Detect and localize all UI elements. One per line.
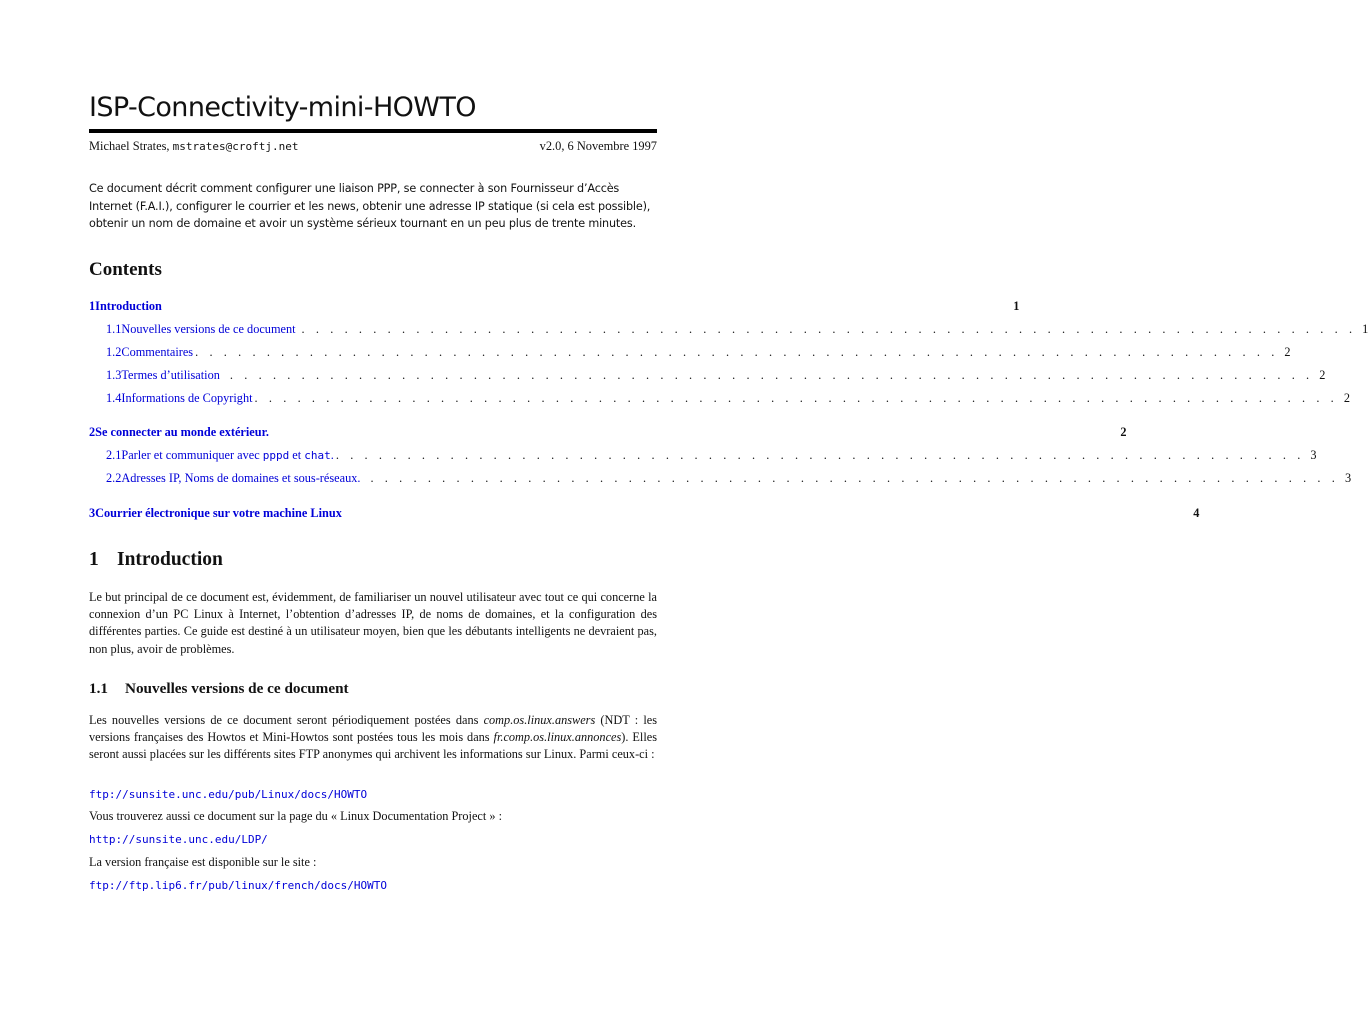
toc-entry-3[interactable] [89, 506, 1200, 523]
introduction-paragraph: Le but principal de ce document est, évidemment, de familiariser un nouvel utilisateur avec tout ce qui concerne la connexion d’un PC Linux à Internet, l’obtention d’adresses IP, de noms de domaines, et la configuration des différentes parties. Ce guide est destiné à un utilisateur moyen, bien que les débutants intelligents ne devraient pas, non plus, avoir de problèmes. [89, 590, 657, 656]
toc-label: Nouvelles versions de ce document [121, 322, 296, 336]
toc-number: 1.1 [106, 322, 122, 336]
newsgroup-name: fr.comp.os.linux.annonces [493, 730, 622, 745]
toc-entry-2-2[interactable] [89, 471, 1352, 488]
section-title: Introduction [117, 549, 223, 570]
toc-leader: . . . . . . . . . . . . . . . . . . . . . . . . . . . . . . . . . . . . . . . . . . . . . . . . . . . . . . . . . . . . . . . . . . . . . . . . . . . . [254, 391, 1338, 405]
toc-label: Adresses IP, Noms de domaines et sous-réseaux. [121, 471, 361, 485]
toc-number: 1.2 [106, 345, 122, 359]
contents-heading: Contents [89, 259, 162, 280]
newsgroup-name: comp.os.linux.answers [483, 713, 596, 727]
toc-page: 2 [1284, 345, 1291, 359]
toc-entry-1-3[interactable] [89, 368, 1326, 385]
toc-number: 1 [89, 299, 96, 313]
toc-page: 2 [1120, 425, 1127, 439]
author-email: mstrates@croftj.net [172, 140, 299, 153]
toc-page: 2 [1343, 391, 1350, 405]
toc-number: 2 [89, 425, 96, 439]
toc-leader: . . . . . . . . . . . . . . . . . . . . . . . . . . . . . . . . . . . . . . . . . . . . . . . . . . . . . . . . . . . . . . . . . . . . [370, 471, 1339, 485]
toc-label-mid: et [289, 448, 305, 462]
toc-label: Courrier électronique sur votre machine Linux [95, 506, 342, 520]
document-title: ISP-Connectivity-mini-HOWTO [89, 92, 476, 123]
toc-page: 1 [1362, 322, 1368, 336]
toc-label: Informations de Copyright [121, 391, 253, 405]
toc-leader: . . . . . . . . . . . . . . . . . . . . . . . . . . . . . . . . . . . . . . . . . . . . . . . . . . . . . . . . . . . . . . . . . . . . [335, 448, 1305, 462]
title-rule [89, 129, 657, 133]
toc-page: 2 [1319, 368, 1326, 382]
ldp-link[interactable]: http://sunsite.unc.edu/LDP/ [89, 833, 268, 846]
toc-label: Introduction [95, 299, 162, 313]
toc-leader: . . . . . . . . . . . . . . . . . . . . . . . . . . . . . . . . . . . . . . . . . . . . . . . . . . . . . . . . . . . . . . . . . . . . . . . . . . . . [229, 368, 1314, 382]
toc-entry-1-2[interactable] [89, 345, 1291, 362]
toc-entry-2-1[interactable] [89, 448, 1317, 465]
subsection-number: 1.1 [89, 680, 108, 697]
abstract: Ce document décrit comment configurer une liaison PPP, se connecter à son Fournisseur d’Accès Internet (F.A.I.), configurer le courrier et les news, obtenir une adresse IP statique (si cela est possible), obtenir un nom de domaine et avoir un système sérieux tournant en un peu plus de trente minutes. [89, 182, 651, 230]
toc-label: Commentaires [121, 345, 194, 359]
paragraph-text: (NDT : les versions françaises des Howtos et Mini-Howtos sont postées tous les mois dans [89, 713, 657, 745]
toc-label-code-pppd: pppd [262, 449, 290, 462]
author-line [89, 139, 298, 154]
toc-number: 2.1 [106, 448, 122, 462]
toc-label-pre: Parler et communiquer avec [121, 448, 263, 462]
subsection-heading-new-versions [89, 680, 349, 698]
author-name: Michael Strates, [89, 139, 173, 153]
section-heading-introduction [89, 549, 223, 571]
toc-page: 3 [1344, 471, 1352, 485]
toc-page: 3 [1310, 448, 1317, 462]
toc-label-code-chat: chat [304, 449, 331, 462]
paragraph-text: Les nouvelles versions de ce document seront périodiquement postées dans [89, 713, 484, 727]
paragraph-text: ). Elles seront aussi placées sur les différents sites FTP anonymes qui archivent les informations sur Linux. Parmi ceux-ci : [89, 730, 657, 762]
ftp-sunsite-link[interactable]: ftp://sunsite.unc.edu/pub/Linux/docs/HOWTO [89, 788, 368, 801]
toc-page: 4 [1193, 506, 1200, 520]
toc-entry-1-4[interactable] [89, 391, 1350, 408]
toc-number: 1.4 [106, 391, 122, 405]
toc-label-post: . [330, 448, 334, 462]
new-versions-paragraph [89, 712, 657, 764]
subsection-title: Nouvelles versions de ce document [125, 680, 349, 697]
toc-entry-1[interactable] [89, 299, 1020, 316]
toc-number: 1.3 [106, 368, 122, 382]
toc-number: 2.2 [106, 471, 122, 485]
toc-page: 1 [1013, 299, 1020, 313]
toc-entry-2[interactable] [89, 425, 1127, 442]
toc-number: 3 [89, 506, 96, 520]
french-version-line: La version française est disponible sur le site : [89, 855, 317, 869]
toc-entry-1-1[interactable] [89, 322, 1368, 339]
toc-label: Termes d’utilisation [121, 368, 220, 382]
toc-leader: . . . . . . . . . . . . . . . . . . . . . . . . . . . . . . . . . . . . . . . . . . . . . . . . . . . . . . . . . . . . . . . . . . . . . . . . . . . . [195, 345, 1279, 359]
section-number: 1 [89, 549, 99, 570]
byline [89, 139, 657, 154]
toc-label [121, 448, 333, 463]
toc-leader: . . . . . . . . . . . . . . . . . . . . . . . . . . . . . . . . . . . . . . . . . . . . . . . . . . . . . . . . . . . . . . . . . . . . . . . . . . [301, 322, 1357, 336]
ldp-intro-line: Vous trouverez aussi ce document sur la page du « Linux Documentation Project » : [89, 809, 502, 823]
toc-label: Se connecter au monde extérieur. [95, 425, 269, 439]
version-date: v2.0, 6 Novembre 1997 [539, 139, 657, 153]
ftp-lip6-link[interactable]: ftp://ftp.lip6.fr/pub/linux/french/docs/HOWTO [89, 879, 388, 892]
